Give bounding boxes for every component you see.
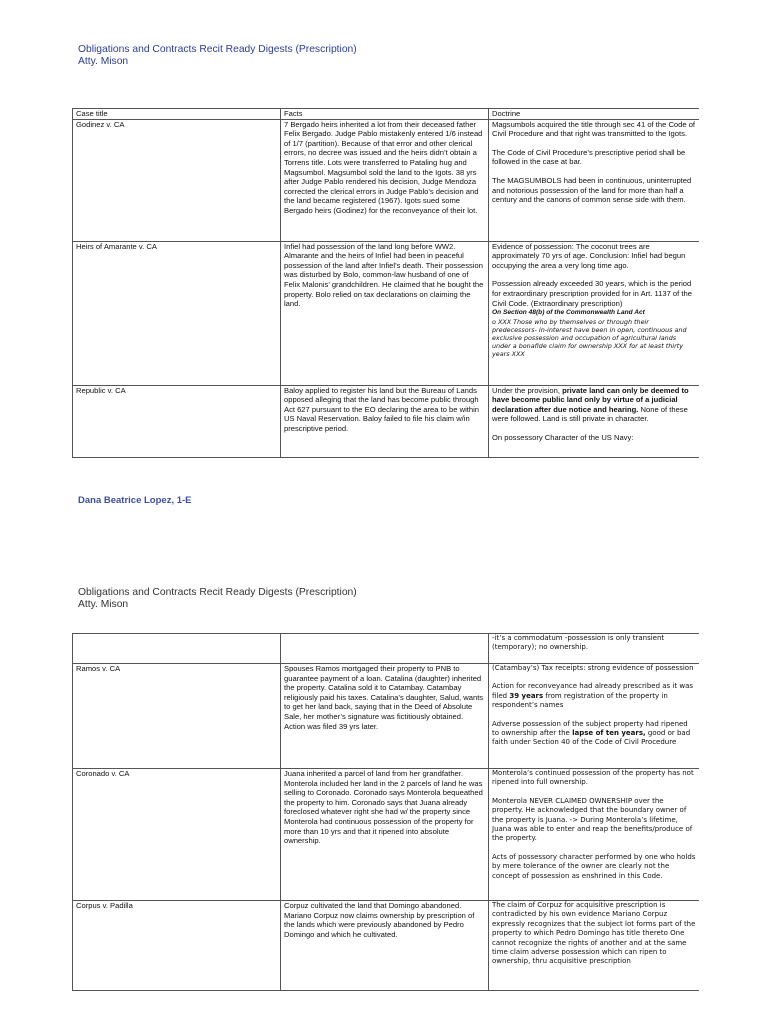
case-facts: Corpuz cultivated the land that Domingo abandoned. Mariano Corpuz now claims ownership by prescription of the lands which were previously abandoned by Pedro Domingo and which he cultivated.: [281, 901, 489, 991]
page1-digest-table: [72, 108, 699, 458]
doctrine-paragraph: Possession already exceeded 30 years, which is the period for extraordinary prescription provided for in Art. 1137 of the Civil Code. (Extraordinary prescription): [492, 279, 692, 308]
doctrine-bold-text: lapse of ten years,: [572, 729, 646, 738]
case-title: Republic v. CA: [73, 385, 281, 457]
table-row: [73, 385, 699, 457]
case-doctrine: [489, 769, 699, 901]
doctrine-paragraph: Acts of possessory character performed by one who holds by mere tolerance of the owner are clearly not the concept of possession as enshrined in this Code.: [492, 852, 696, 880]
doctrine-paragraph: On possessory Character of the US Navy:: [492, 432, 634, 442]
header-facts: Facts: [281, 109, 489, 120]
author-name: Dana Beatrice Lopez, 1-E: [78, 495, 192, 506]
doctrine-paragraph: Monterola’s continued possession of the property has not ripened into full ownership.: [492, 769, 694, 787]
page1-subtitle: Atty. Mison: [78, 56, 129, 67]
doctrine-paragraph: Monterola NEVER CLAIMED OWNERSHIP over the property. He acknowledged that the boundary owner of the property is Juana. -> During Monterola’s lifetime, Juana was able to enter and reap the benefits/produce of the property.: [492, 796, 693, 843]
page1-header: [78, 44, 357, 68]
doctrine-quote: o XXX Those who by themselves or through their predecessors- in-interest have been in open, continuous and exclusive possession and occupation of agricultural lands under a bonafide claim for ownership XXX for at least thirty years XXX: [492, 317, 687, 358]
doctrine-text: Adverse possession of the subject property had ripened to ownership after the: [492, 719, 688, 738]
case-title: Coronado v. CA: [73, 769, 281, 901]
table-header-row: [73, 109, 699, 120]
case-facts: Baloy applied to register his land but the Bureau of Lands opposed alleging that the land has become public through Act 627 pursuant to the EO declaring the area to be within US Naval Reservation. Baloy failed to file his claim w/in prescriptive period.: [281, 385, 489, 457]
table-row: [73, 901, 699, 991]
case-doctrine: [489, 664, 699, 769]
doctrine-text: Action for reconveyance had already prescribed as it was filed: [492, 682, 694, 700]
page2-header: [78, 587, 357, 611]
doctrine-bold-text: 39 years: [509, 691, 544, 700]
case-facts: [281, 634, 489, 664]
doctrine-text: good or bad faith under Section 40 of the Code of Civil Procedure: [492, 729, 691, 747]
doctrine-paragraph: Evidence of possession: The coconut trees are approximately 70 yrs of age. Conclusion: Infiel had begun occupying the area a very long time ago.: [492, 241, 686, 270]
table-row: [73, 769, 699, 901]
case-title: Godinez v. CA: [73, 119, 281, 241]
table-row: [73, 241, 699, 385]
doctrine-text: None of these were followed. Land is still private in character.: [492, 404, 688, 424]
case-doctrine: [489, 241, 699, 385]
case-doctrine: [489, 119, 699, 241]
page2-title: Obligations and Contracts Recit Ready Digests (Prescription): [78, 587, 357, 598]
doctrine-paragraph: Magsumbols acquired the title through sec 41 of the Code of Civil Procedure and that right was transmitted to the Igots.: [492, 119, 696, 139]
header-case-title: Case title: [73, 109, 281, 120]
doctrine-text: Under the provision,: [492, 385, 563, 395]
case-facts: Spouses Ramos mortgaged their property to PNB to guarantee payment of a loan. Catalina (daughter) inherited the property. Catalina sold it to Catambay. Catambay religiously paid his taxes. Catalina’s daughter, Salud, wants to get her land back, saying that in the Deed of Absolute Sale, her mother’s signature was fictitiously obtained. Action was filed 39 yrs later.: [281, 664, 489, 769]
table-row: [73, 634, 699, 664]
case-title: Heirs of Amarante v. CA: [73, 241, 281, 385]
page2-digest-table: [72, 633, 699, 991]
case-facts: Infiel had possession of the land long before WW2. Almarante and the heirs of Infiel had been in peaceful possession of the land after Infiel’s death. Their possession was disturbed by Bolo, common-law husband of one of Felix Malonis’ grandchildren. He claimed that he bought the property. Bolo relied on tax declarations on claiming the land.: [281, 241, 489, 385]
case-facts: 7 Bergado heirs inherited a lot from their deceased father Felix Bergado. Judge Pablo mistakenly entered 1/6 instead of 1/7 (partition). Because of that error and other clerical errors, no decree was issued and the heirs didn’t obtain a Torrens title. Lots were transferred to Pataling hug and Magsumbol. Magsumbol sold the land to the Igots. 38 yrs after Judge Pablo rendered his decision, Judge Mendoza corrected the clerical errors in Judge Pablo’s decision and the land became registered (1967). Igots sued some Bergado heirs (Godinez) for the reconveyance of their lot.: [281, 119, 489, 241]
page1-title: Obligations and Contracts Recit Ready Digests (Prescription): [78, 44, 357, 55]
case-title: [73, 634, 281, 664]
case-doctrine: -it’s a commodatum -possession is only transient (temporary); no ownership.: [489, 634, 699, 664]
page2-subtitle: Atty. Mison: [78, 599, 129, 610]
header-doctrine: Doctrine: [489, 109, 699, 120]
doctrine-bold-text: private land can only be deemed to have become public land only by virtue of a judicial declaration after due notice and hearing.: [492, 385, 689, 414]
doctrine-text: from registration of the property in respondent’s names: [492, 691, 668, 710]
case-doctrine: [489, 385, 699, 457]
case-title: Corpus v. Padilla: [73, 901, 281, 991]
table-row: [73, 664, 699, 769]
doctrine-heading: On Section 48(b) of the Commonwealth Land Act: [492, 309, 645, 317]
table-row: [73, 119, 699, 241]
doctrine-paragraph: The Code of Civil Procedure’s prescriptive period shall be followed in the case at bar.: [492, 147, 686, 167]
case-facts: Juana inherited a parcel of land from her grandfather. Monterola included her land in the 2 parcels of land he was selling to Coronado. Coronado says Monterola bequeathed the property to him. Coronado says that Juana already foreclosed whatever right she had w/ the property since Monterola had continuous possession of the property for more than 10 yrs and that it ripened into absolute ownership.: [281, 769, 489, 901]
doctrine-paragraph: (Catambay’s) Tax receipts: strong evidence of possession: [492, 664, 694, 672]
case-doctrine: The claim of Corpuz for acquisitive prescription is contradicted by his own evidence Mariano Corpuz expressly recognizes that the subject lot forms part of the property to which Pedro Domingo has title thereto One cannot recognize the rights of another and at the same time claim adverse possession which can ripen to ownership, thru acquisitive prescription: [489, 901, 699, 991]
doctrine-paragraph: The MAGSUMBOLS had been in continuous, uninterrupted and notorious possession of the land for more than half a century and the canons of common sense side with them.: [492, 175, 692, 205]
case-title: Ramos v. CA: [73, 664, 281, 769]
